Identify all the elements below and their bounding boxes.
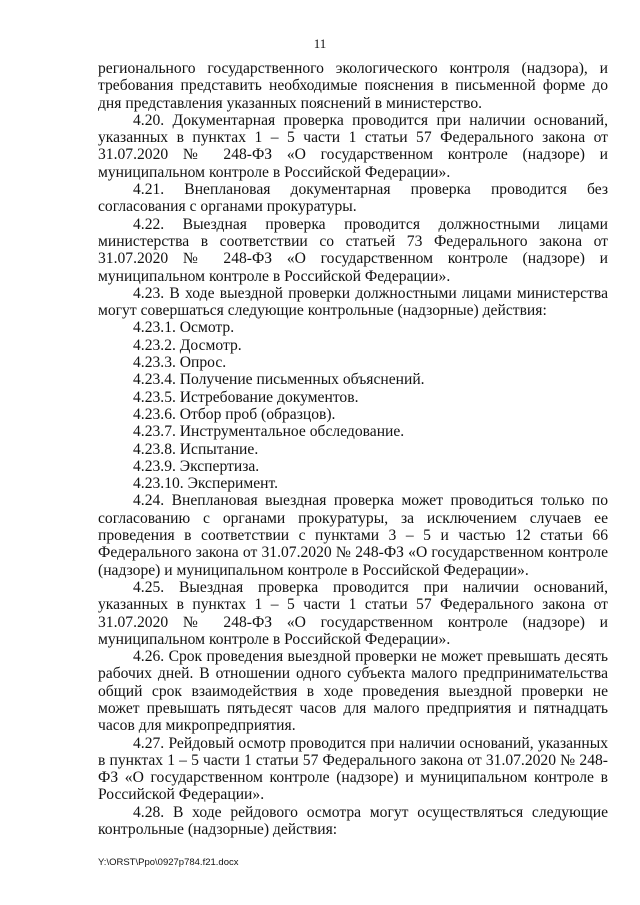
paragraph-4-26: 4.26. Срок проведения выездной проверки не может превышать десять рабочих дней. В отношении одного субъекта малого предпринимательства общий срок взаимодействия в ходе проведения выездной проверки не может превышать пятьдесят часов для малого предприятия и пятнадцать часов для микропредприятия.: [98, 648, 608, 735]
paragraph-4-20: 4.20. Документарная проверка проводится при наличии оснований, указанных в пунктах 1 – 5 части 1 статьи 57 Федерального закона от 31.07.2020 № 248-ФЗ «О государственном контроле (надзоре) и муниципальном контроле в Российской Федерации».: [98, 111, 608, 181]
list-item-4-23-3: 4.23.3. Опрос.: [133, 354, 227, 372]
paragraph-4-22: 4.22. Выездная проверка проводится должностными лицами министерства в соответствии со статьей 73 Федерального закона от 31.07.2020 № 248-ФЗ «О государственном контроле (надзоре) и муниципальном контроле в Российской Федерации».: [98, 215, 608, 285]
footer-file-path: Y:\ORST\Ppo\0927p784.f21.docx: [98, 857, 239, 868]
list-item-4-23-9: 4.23.9. Экспертиза.: [133, 457, 260, 475]
paragraph-4-23: 4.23. В ходе выездной проверки должностными лицами министерства могут совершаться следующие контрольные (надзорные) действия:: [98, 284, 608, 320]
document-body: [98, 60, 608, 838]
list-item-4-23-8: 4.23.8. Испытание.: [133, 440, 259, 458]
paragraph-4-24: 4.24. Внеплановая выездная проверка может проводиться только по согласованию с органами прокуратуры, за исключением случаев ее проведения в соответствии с пунктами 3 – 5 и частью 12 статьи 66 Федерального закона от 31.07.2020 № 248-ФЗ «О государственном контроле (надзоре) и муниципальном контроле в Российской Федерации».: [98, 492, 608, 579]
list-item-4-23-5: 4.23.5. Истребование документов.: [133, 388, 359, 406]
list-item-4-23-6: 4.23.6. Отбор проб (образцов).: [133, 405, 336, 423]
list-item-4-23-2: 4.23.2. Досмотр.: [133, 336, 242, 354]
paragraph-4-28: 4.28. В ходе рейдового осмотра могут осуществляться следующие контрольные (надзорные) действия:: [98, 803, 608, 839]
paragraph-4-27: 4.27. Рейдовый осмотр проводится при наличии оснований, указанных в пунктах 1 – 5 части 1 статьи 57 Федерального закона от 31.07.2020 № 248-ФЗ «О государственном контроле (надзоре) и муниципальном контроле в Российской Федерации».: [98, 734, 608, 804]
list-item-4-23-7: 4.23.7. Инструментальное обследование.: [133, 423, 405, 441]
paragraph-continuation: регионального государственного экологического контроля (надзора), и требования представить необходимые пояснения в письменной форме до дня представления указанных пояснений в министерство.: [98, 60, 608, 112]
list-item-4-23-1: 4.23.1. Осмотр.: [133, 319, 235, 337]
paragraph-4-25: 4.25. Выездная проверка проводится при наличии оснований, указанных в пунктах 1 – 5 части 1 статьи 57 Федерального закона от 31.07.2020 № 248-ФЗ «О государственном контроле (надзоре) и муниципальном контроле в Российской Федерации».: [98, 578, 608, 648]
list-item-4-23-10: 4.23.10. Эксперимент.: [133, 475, 279, 493]
list-item-4-23-4: 4.23.4. Получение письменных объяснений.: [133, 371, 425, 389]
page-number: 11: [313, 36, 327, 51]
paragraph-4-21: 4.21. Внеплановая документарная проверка проводится без согласования с органами прокуратуры.: [98, 181, 608, 216]
